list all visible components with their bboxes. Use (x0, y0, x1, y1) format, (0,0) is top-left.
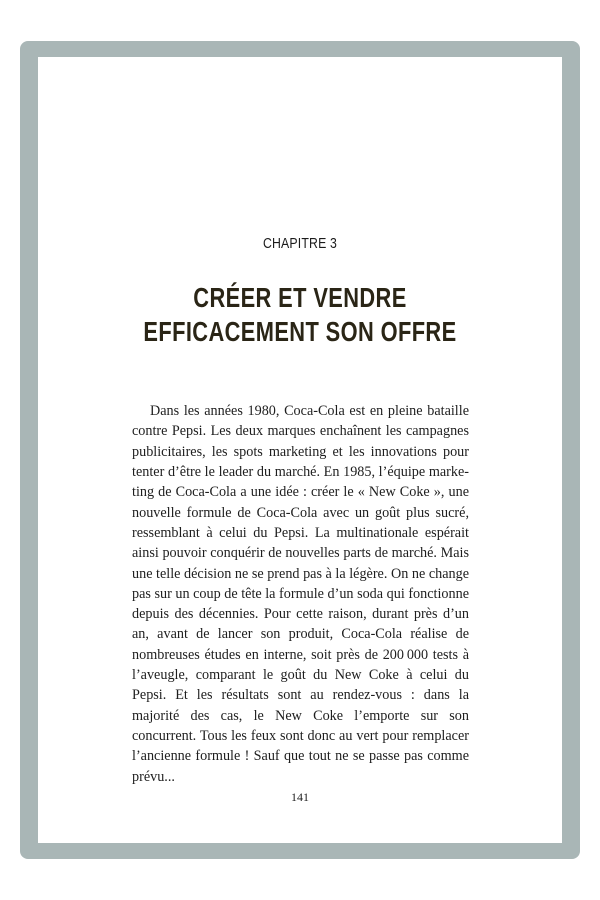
body-paragraph: Dans les années 1980, Coca-Cola est en pleine bataille contre Pepsi. Les deux marques enchaînent les campagnes publicitaires, les spots marketing et les innovations pour tenter d’être le leader du marché. En 1985, l’équipe marketing de Coca-Cola a une idée : créer le « New Coke », une nouvelle formule de Coca-Cola avec un goût plus sucré, ressemblant à celui du Pepsi. La multinationale espérait ainsi pouvoir conquérir de nouvelles parts de marché. Mais une telle décision ne se prend pas à la légère. On ne change pas sur un coup de tête la formule d’un soda qui fonctionne depuis des décennies. Pour cette raison, durant près d’un an, avant de lancer son produit, Coca-Cola réalise de nombreuses études en interne, soit près de 200 000 tests à l’aveugle, comparant le goût du New Coke à celui du Pepsi. Et les résultats sont au rendez-vous : dans la majorité des cas, le New Coke l’emporte sur son concurrent. Tous les feux sont donc au vert pour remplacer l’ancienne formule ! Sauf que tout ne se passe pas comme prévu... (132, 403, 469, 785)
chapter-label: CHAPITRE 3 (262, 235, 338, 252)
page-number: 141 (291, 790, 309, 804)
book-page (38, 57, 562, 843)
chapter-title-line-2: EFFICACEMENT SON OFFRE (143, 316, 457, 347)
chapter-title (96, 281, 505, 349)
chapter-title-line-1: CRÉER ET VENDRE (193, 282, 407, 313)
